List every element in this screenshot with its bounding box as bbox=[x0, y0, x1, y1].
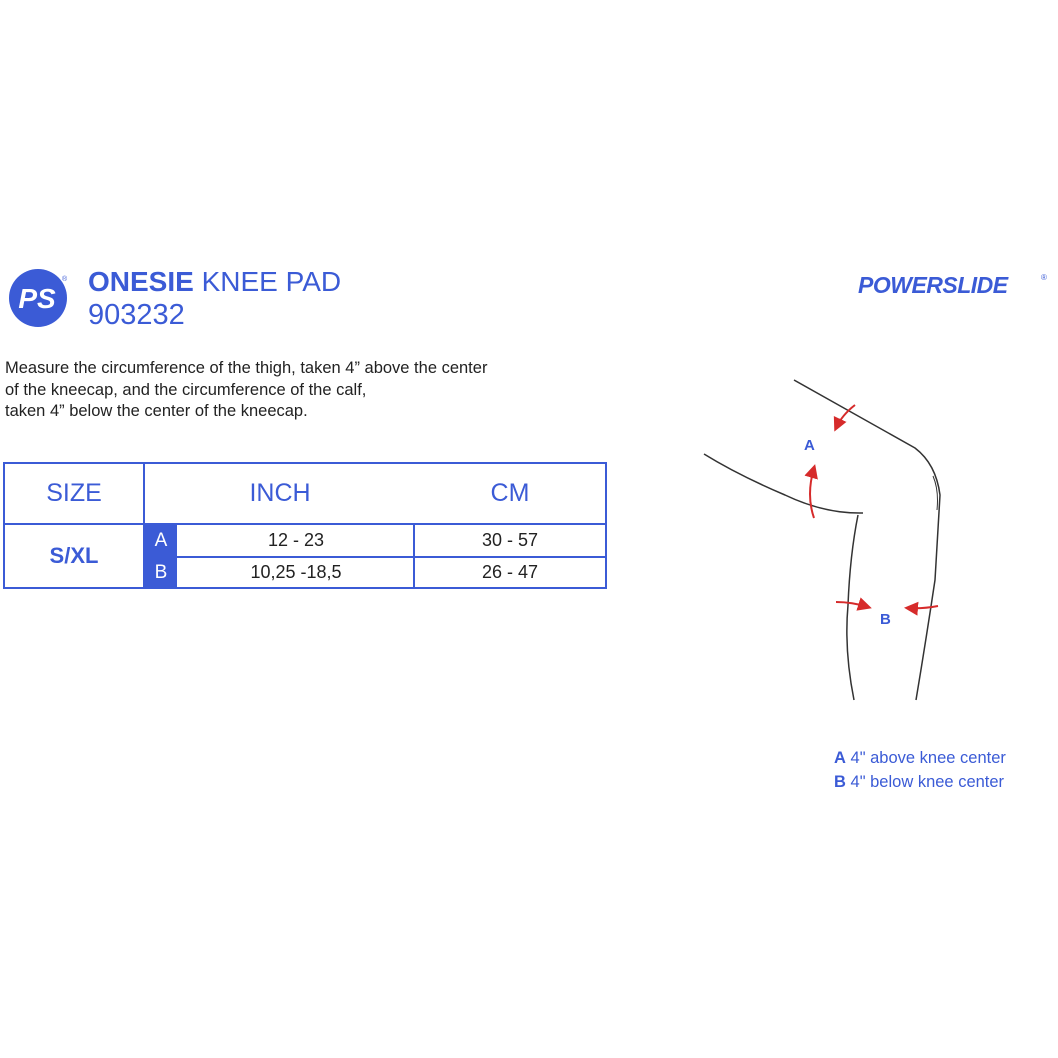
measurement-instructions bbox=[5, 358, 605, 423]
thigh-top-outline bbox=[794, 380, 940, 700]
ps-logo-mark: ® bbox=[62, 276, 68, 283]
calf-front-outline bbox=[847, 515, 858, 700]
arrow-a-lower bbox=[810, 468, 814, 518]
size-table bbox=[3, 462, 607, 589]
arrow-b-right bbox=[908, 606, 938, 608]
legend-item-a bbox=[834, 746, 1006, 770]
row-b-inch: 10,25 -18,5 bbox=[250, 562, 342, 582]
legend-text-b: 4" below knee center bbox=[850, 773, 1005, 791]
brand-logo: POWERSLIDE bbox=[858, 272, 1008, 298]
ps-logo bbox=[8, 268, 68, 328]
legend-item-b bbox=[834, 770, 1006, 794]
row-b-cm: 26 - 47 bbox=[481, 562, 539, 582]
legend-text-a: 4" above knee center bbox=[850, 749, 1006, 767]
ps-logo-text: PS bbox=[18, 283, 56, 314]
diagram-label-a: A bbox=[804, 437, 815, 454]
size-value: S/XL bbox=[49, 543, 99, 568]
row-a-cm: 30 - 57 bbox=[481, 530, 539, 550]
product-name-bold: ONESIE bbox=[88, 266, 194, 297]
diagram-legend bbox=[834, 746, 1006, 794]
header-size: SIZE bbox=[46, 479, 102, 507]
table-divider bbox=[143, 464, 145, 587]
product-name-rest: KNEE PAD bbox=[201, 266, 342, 297]
table-divider bbox=[5, 523, 605, 525]
row-label-a: A bbox=[145, 525, 177, 556]
leg-diagram bbox=[690, 370, 960, 710]
instructions-line-3: taken 4” below the center of the kneecap. bbox=[5, 402, 308, 420]
brand-registered-mark: ® bbox=[1041, 273, 1047, 282]
legend-key-b: B bbox=[834, 773, 846, 791]
legend-key-a: A bbox=[834, 749, 846, 767]
product-title bbox=[88, 266, 341, 298]
row-label-b: B bbox=[145, 558, 177, 587]
header-cm: CM bbox=[490, 479, 530, 507]
diagram-label-b: B bbox=[880, 611, 891, 628]
row-a-inch: 12 - 23 bbox=[267, 530, 325, 550]
arrow-b-left bbox=[836, 602, 868, 607]
instructions-line-1: Measure the circumference of the thigh, taken 4” above the center bbox=[5, 359, 488, 377]
table-divider bbox=[145, 556, 605, 558]
table-divider bbox=[413, 525, 415, 587]
header-inch: INCH bbox=[249, 479, 311, 507]
instructions-line-2: of the kneecap, and the circumference of the calf, bbox=[5, 380, 367, 399]
thigh-bottom-outline bbox=[704, 454, 863, 513]
product-code: 903232 bbox=[88, 299, 185, 331]
